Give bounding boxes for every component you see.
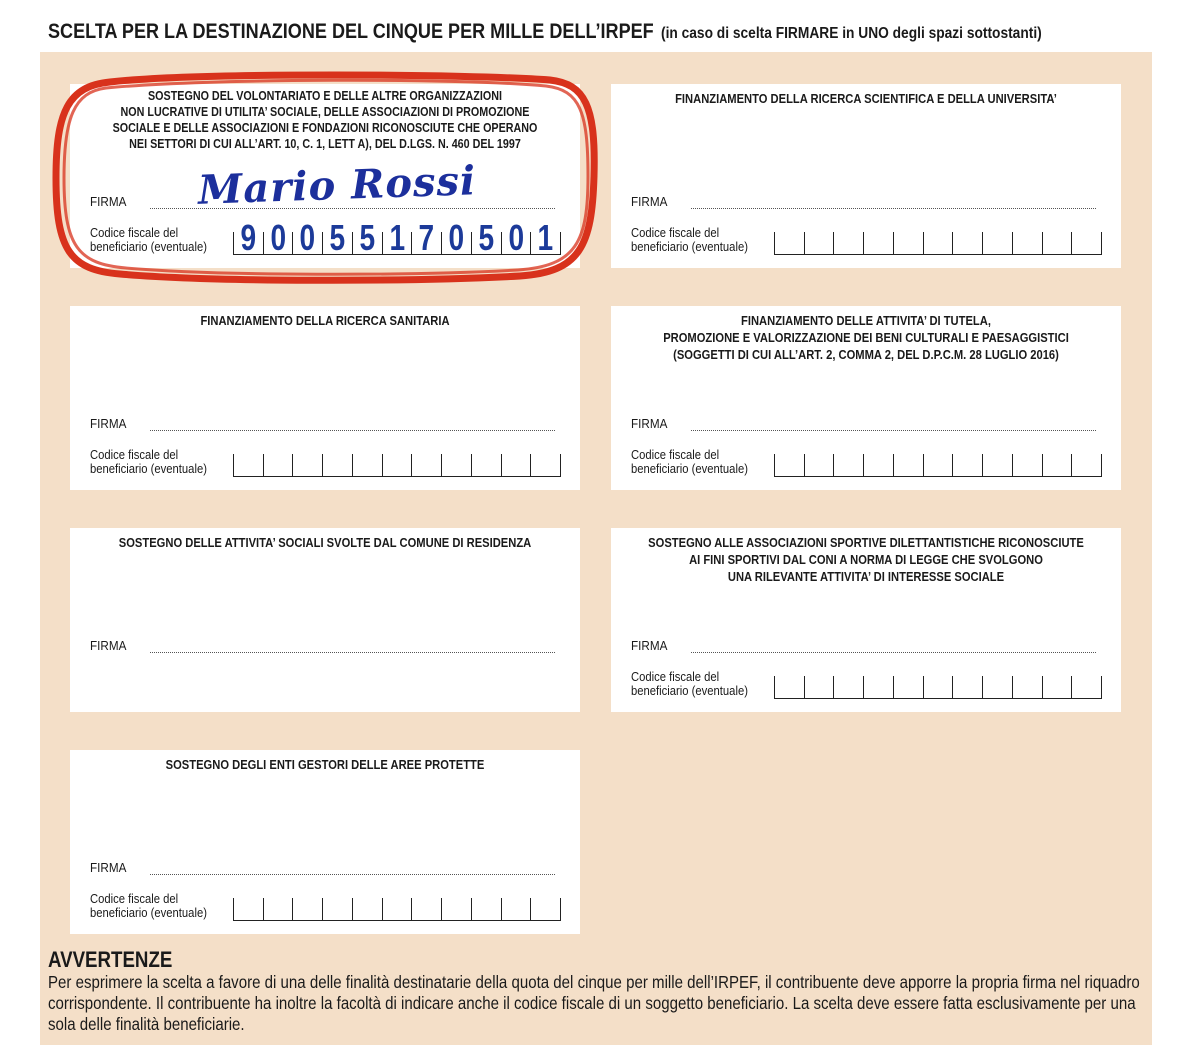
codice-fiscale-digit: 0 <box>508 217 524 258</box>
codice-fiscale-cell[interactable] <box>292 898 322 920</box>
codice-fiscale-cell[interactable] <box>863 676 893 698</box>
panel-comune-residenza <box>70 528 580 712</box>
codice-fiscale-digit: 5 <box>359 217 376 258</box>
codice-fiscale-cell[interactable] <box>233 898 263 920</box>
codice-fiscale-cell[interactable] <box>863 454 893 476</box>
codice-fiscale-cell[interactable] <box>263 898 293 920</box>
codice-fiscale-label: Codice fiscale del beneficiario (eventuale) <box>90 892 207 920</box>
codice-fiscale-cell[interactable] <box>1012 454 1042 476</box>
codice-fiscale-cell[interactable] <box>352 898 382 920</box>
codice-fiscale-digit: 0 <box>300 217 316 258</box>
codice-fiscale-cell[interactable] <box>322 898 352 920</box>
codice-fiscale-cell[interactable] <box>1042 232 1072 254</box>
codice-fiscale-cell[interactable] <box>833 232 863 254</box>
panel-ricerca-scientifica <box>611 84 1121 268</box>
codice-fiscale-digit: 0 <box>270 217 286 258</box>
codice-fiscale-cell[interactable] <box>833 676 863 698</box>
panel-title: SOSTEGNO DEL VOLONTARIATO E DELLE ALTRE ORGANIZZAZIONI NON LUCRATIVE DI UTILITA’ SOCIALE, DELLE ASSOCIAZIONI DI PROMOZIONE SOCIALE E DELLE ASSOCIAZIONI E FONDAZIONI RICONOSCIUTE CHE OPERANO NEI SETTORI DI CUI ALL’ART. 10, C. 1, LETT A), DEL D.LGS. N. 460 DEL 1997 <box>112 89 538 151</box>
codice-fiscale-cell[interactable] <box>441 898 471 920</box>
codice-fiscale-cell[interactable] <box>441 454 471 476</box>
firma-label: FIRMA <box>90 416 127 431</box>
codice-fiscale-cell[interactable] <box>501 454 531 476</box>
firma-signature-line[interactable] <box>150 652 555 653</box>
codice-fiscale-cell[interactable] <box>804 454 834 476</box>
panel-associazioni-sportive <box>611 528 1121 712</box>
codice-fiscale-cell[interactable] <box>952 454 982 476</box>
codice-fiscale-cell[interactable] <box>471 454 501 476</box>
codice-fiscale-digit: 1 <box>389 217 405 258</box>
codice-fiscale-cell[interactable] <box>530 898 561 920</box>
codice-fiscale-cell[interactable] <box>923 676 953 698</box>
firma-signature-line[interactable] <box>691 208 1096 209</box>
codice-fiscale-cell[interactable] <box>923 232 953 254</box>
codice-fiscale-field[interactable] <box>233 454 561 477</box>
codice-fiscale-digit: 1 <box>537 217 554 258</box>
firma-signature-line[interactable] <box>150 430 555 431</box>
codice-fiscale-cell[interactable] <box>501 217 531 258</box>
codice-fiscale-digit: 7 <box>418 217 435 258</box>
codice-fiscale-cell[interactable] <box>1071 454 1102 476</box>
codice-fiscale-cell[interactable] <box>1042 454 1072 476</box>
panel-aree-protette <box>70 750 580 934</box>
codice-fiscale-cell[interactable] <box>382 898 412 920</box>
form-header <box>48 20 1042 46</box>
codice-fiscale-digit: 9 <box>240 217 257 258</box>
panel-title: FINANZIAMENTO DELLA RICERCA SCIENTIFICA E DELLA UNIVERSITA’ <box>675 91 1057 106</box>
panel-ricerca-sanitaria <box>70 306 580 490</box>
firma-label: FIRMA <box>631 194 668 209</box>
codice-fiscale-cell[interactable] <box>893 232 923 254</box>
codice-fiscale-cell[interactable] <box>774 454 804 476</box>
handwritten-signature: Mario Rossi <box>197 157 477 214</box>
codice-fiscale-label: Codice fiscale del beneficiario (eventuale) <box>631 670 748 698</box>
codice-fiscale-cell[interactable] <box>471 217 501 258</box>
codice-fiscale-cell[interactable] <box>804 676 834 698</box>
codice-fiscale-cell[interactable] <box>501 898 531 920</box>
codice-fiscale-cell[interactable] <box>804 232 834 254</box>
codice-fiscale-cell[interactable] <box>411 454 441 476</box>
codice-fiscale-cell[interactable] <box>352 217 382 258</box>
panel-beni-culturali <box>611 306 1121 490</box>
firma-signature-line[interactable] <box>150 874 555 875</box>
codice-fiscale-cell[interactable] <box>893 454 923 476</box>
codice-fiscale-cell[interactable] <box>263 217 293 258</box>
codice-fiscale-field[interactable] <box>774 676 1102 699</box>
codice-fiscale-cell[interactable] <box>1071 232 1102 254</box>
codice-fiscale-cell[interactable] <box>1071 676 1102 698</box>
firma-signature-line[interactable] <box>691 652 1096 653</box>
firma-label: FIRMA <box>631 416 668 431</box>
codice-fiscale-cell[interactable] <box>863 232 893 254</box>
codice-fiscale-digit: 5 <box>329 217 346 258</box>
codice-fiscale-field[interactable] <box>233 898 561 921</box>
avvertenze-title: AVVERTENZE <box>48 947 173 972</box>
codice-fiscale-cell[interactable] <box>982 232 1012 254</box>
codice-fiscale-cell[interactable] <box>893 676 923 698</box>
codice-fiscale-cell[interactable] <box>952 676 982 698</box>
codice-fiscale-cell[interactable] <box>530 454 561 476</box>
codice-fiscale-cell[interactable] <box>292 454 322 476</box>
codice-fiscale-cell[interactable] <box>982 454 1012 476</box>
codice-fiscale-cell[interactable] <box>352 454 382 476</box>
form-subtitle: (in caso di scelta FIRMARE in UNO degli spazi sottostanti) <box>660 25 1042 42</box>
bottom-margin <box>0 1045 1200 1059</box>
codice-fiscale-cell[interactable] <box>263 454 293 476</box>
codice-fiscale-label: Codice fiscale del beneficiario (eventuale) <box>90 226 207 254</box>
codice-fiscale-cell[interactable] <box>322 454 352 476</box>
codice-fiscale-cell[interactable] <box>382 217 412 258</box>
codice-fiscale-cell[interactable] <box>441 217 471 258</box>
codice-fiscale-digit: 5 <box>478 217 495 258</box>
firma-label: FIRMA <box>631 638 668 653</box>
firma-label: FIRMA <box>90 638 127 653</box>
codice-fiscale-cell[interactable] <box>233 454 263 476</box>
codice-fiscale-cell[interactable] <box>774 232 804 254</box>
panel-title: FINANZIAMENTO DELLE ATTIVITA’ DI TUTELA, PROMOZIONE E VALORIZZAZIONE DEI BENI CULTURALI E PAESAGGISTICI (SOGGETTI DI CUI ALL’ART. 2, COMMA 2, DEL D.P.C.M. 28 LUGLIO 2016) <box>663 313 1069 362</box>
panel-title: SOSTEGNO DELLE ATTIVITA’ SOCIALI SVOLTE DAL COMUNE DI RESIDENZA <box>118 535 532 550</box>
codice-fiscale-field[interactable] <box>774 454 1102 477</box>
firma-signature-line[interactable] <box>691 430 1096 431</box>
firma-label: FIRMA <box>90 860 127 875</box>
codice-fiscale-cell[interactable] <box>411 898 441 920</box>
codice-fiscale-label: Codice fiscale del beneficiario (eventuale) <box>90 448 207 476</box>
codice-fiscale-cell[interactable] <box>292 217 322 258</box>
codice-fiscale-cell[interactable] <box>411 217 441 258</box>
firma-label: FIRMA <box>90 194 127 209</box>
codice-fiscale-label: Codice fiscale del beneficiario (eventuale) <box>631 448 748 476</box>
panel-title: SOSTEGNO DEGLI ENTI GESTORI DELLE AREE PROTETTE <box>165 757 485 772</box>
avvertenze-text: Per esprimere la scelta a favore di una delle finalità destinatarie della quota del cinque per mille dell’IRPEF, il contribuente deve apporre la propria firma nel riquadro corrispondente. Il contribuente ha inoltre la facoltà di indicare anche il codice fiscale di un soggetto beneficiario. La scelta deve essere fatta esclusivamente per una sola delle finalità beneficiarie. <box>48 972 1140 1034</box>
codice-fiscale-digit: 0 <box>448 217 465 258</box>
codice-fiscale-cell[interactable] <box>1042 676 1072 698</box>
codice-fiscale-cell[interactable] <box>1012 676 1042 698</box>
codice-fiscale-cell[interactable] <box>923 454 953 476</box>
codice-fiscale-cell[interactable] <box>530 217 561 258</box>
codice-fiscale-cell[interactable] <box>774 676 804 698</box>
codice-fiscale-cell[interactable] <box>471 898 501 920</box>
codice-fiscale-label: Codice fiscale del beneficiario (eventuale) <box>631 226 748 254</box>
codice-fiscale-cell[interactable] <box>322 217 352 258</box>
codice-fiscale-cell[interactable] <box>1012 232 1042 254</box>
codice-fiscale-cell[interactable] <box>982 676 1012 698</box>
codice-fiscale-cell[interactable] <box>833 454 863 476</box>
form-title: SCELTA PER LA DESTINAZIONE DEL CINQUE PER MILLE DELL’IRPEF <box>48 20 654 43</box>
codice-fiscale-cell[interactable] <box>382 454 412 476</box>
codice-fiscale-cell[interactable] <box>952 232 982 254</box>
codice-fiscale-field[interactable] <box>774 232 1102 255</box>
panel-title: FINANZIAMENTO DELLA RICERCA SANITARIA <box>200 313 450 328</box>
codice-fiscale-cell[interactable] <box>233 217 263 258</box>
panel-title: SOSTEGNO ALLE ASSOCIAZIONI SPORTIVE DILETTANTISTICHE RICONOSCIUTE AI FINI SPORTIVI DAL CONI A NORMA DI LEGGE CHE SVOLGONO UNA RILEVANTE ATTIVITA’ DI INTERESSE SOCIALE <box>648 535 1084 584</box>
codice-fiscale-field[interactable] <box>233 217 561 258</box>
